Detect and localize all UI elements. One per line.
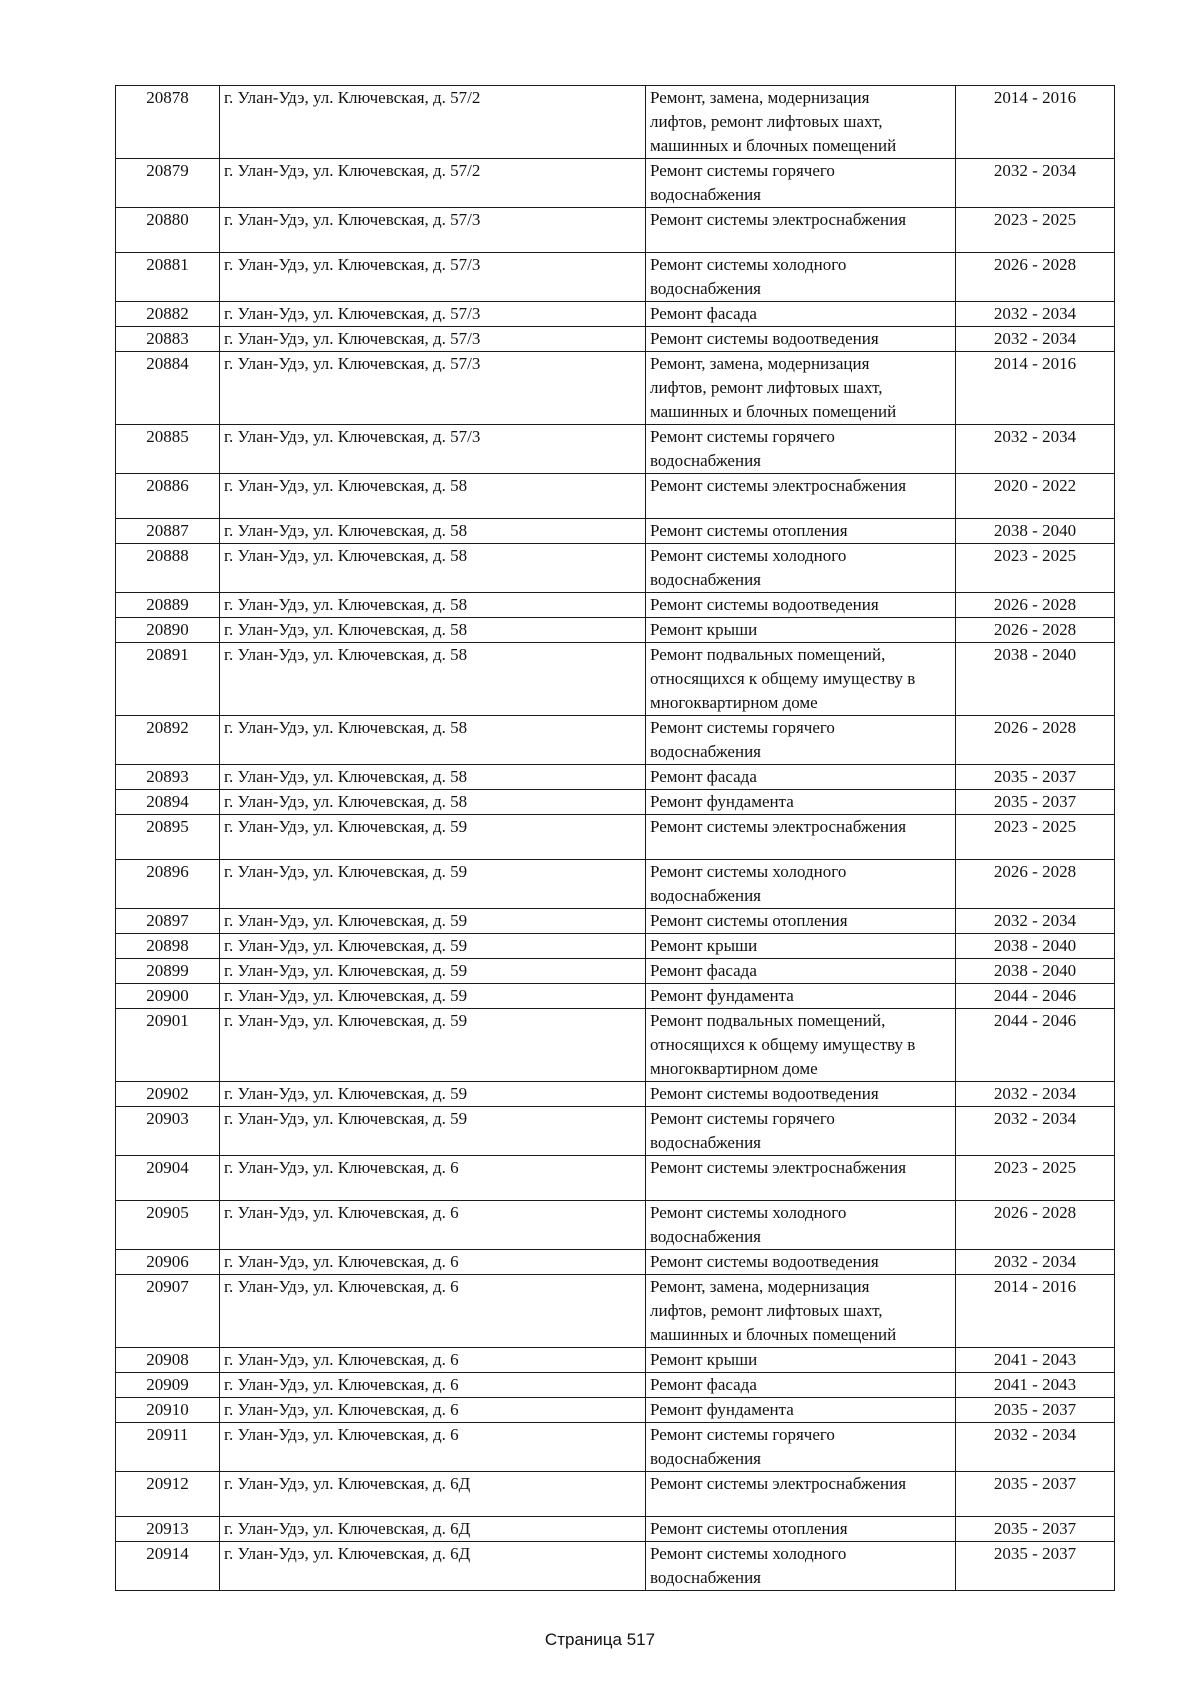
row-work-type: Ремонт системы горячего водоснабжения (646, 1423, 956, 1472)
table-row (116, 618, 1115, 643)
row-address: г. Улан-Удэ, ул. Ключевская, д. 59 (220, 860, 646, 909)
row-address: г. Улан-Удэ, ул. Ключевская, д. 58 (220, 593, 646, 618)
row-number: 20889 (116, 593, 220, 618)
row-work-type: Ремонт фасада (646, 302, 956, 327)
row-period: 2026 - 2028 (956, 618, 1115, 643)
row-number: 20892 (116, 716, 220, 765)
row-number: 20908 (116, 1348, 220, 1373)
row-work-type: Ремонт системы холодного водоснабжения (646, 253, 956, 302)
row-period: 2014 - 2016 (956, 86, 1115, 159)
table-row (116, 253, 1115, 302)
row-work-type: Ремонт системы водоотведения (646, 1082, 956, 1107)
row-address: г. Улан-Удэ, ул. Ключевская, д. 6Д (220, 1542, 646, 1591)
row-address: г. Улан-Удэ, ул. Ключевская, д. 57/3 (220, 352, 646, 425)
repair-schedule-table (115, 85, 1115, 1591)
row-address: г. Улан-Удэ, ул. Ключевская, д. 58 (220, 790, 646, 815)
row-address: г. Улан-Удэ, ул. Ключевская, д. 59 (220, 909, 646, 934)
row-period: 2038 - 2040 (956, 959, 1115, 984)
row-address: г. Улан-Удэ, ул. Ключевская, д. 6 (220, 1275, 646, 1348)
row-period: 2038 - 2040 (956, 643, 1115, 716)
row-address: г. Улан-Удэ, ул. Ключевская, д. 58 (220, 643, 646, 716)
row-work-type: Ремонт системы электроснабжения (646, 208, 956, 253)
row-period: 2026 - 2028 (956, 860, 1115, 909)
row-period: 2026 - 2028 (956, 1201, 1115, 1250)
row-work-type: Ремонт системы горячего водоснабжения (646, 716, 956, 765)
table-row (116, 593, 1115, 618)
row-period: 2026 - 2028 (956, 253, 1115, 302)
row-work-type: Ремонт фундамента (646, 1398, 956, 1423)
table-row (116, 1156, 1115, 1201)
table-row (116, 474, 1115, 519)
row-work-type: Ремонт крыши (646, 934, 956, 959)
row-address: г. Улан-Удэ, ул. Ключевская, д. 59 (220, 1082, 646, 1107)
row-work-type: Ремонт системы отопления (646, 519, 956, 544)
table-row (116, 86, 1115, 159)
row-period: 2014 - 2016 (956, 1275, 1115, 1348)
table-row (116, 984, 1115, 1009)
row-address: г. Улан-Удэ, ул. Ключевская, д. 57/3 (220, 208, 646, 253)
row-address: г. Улан-Удэ, ул. Ключевская, д. 57/2 (220, 159, 646, 208)
row-work-type: Ремонт фасада (646, 1373, 956, 1398)
table-row (116, 519, 1115, 544)
row-number: 20909 (116, 1373, 220, 1398)
row-period: 2044 - 2046 (956, 984, 1115, 1009)
table-row (116, 1517, 1115, 1542)
table-row (116, 327, 1115, 352)
row-work-type: Ремонт, замена, модернизация лифтов, ремонт лифтовых шахт, машинных и блочных помещений (646, 1275, 956, 1348)
row-work-type: Ремонт подвальных помещений, относящихся к общему имуществу в многоквартирном доме (646, 1009, 956, 1082)
row-work-type: Ремонт системы горячего водоснабжения (646, 425, 956, 474)
row-address: г. Улан-Удэ, ул. Ключевская, д. 6 (220, 1373, 646, 1398)
row-address: г. Улан-Удэ, ул. Ключевская, д. 57/3 (220, 327, 646, 352)
table-row (116, 1275, 1115, 1348)
table-row (116, 1542, 1115, 1591)
row-work-type: Ремонт крыши (646, 1348, 956, 1373)
row-number: 20901 (116, 1009, 220, 1082)
row-period: 2035 - 2037 (956, 790, 1115, 815)
row-number: 20883 (116, 327, 220, 352)
row-address: г. Улан-Удэ, ул. Ключевская, д. 58 (220, 765, 646, 790)
row-number: 20906 (116, 1250, 220, 1275)
row-address: г. Улан-Удэ, ул. Ключевская, д. 58 (220, 716, 646, 765)
row-period: 2035 - 2037 (956, 1472, 1115, 1517)
row-period: 2026 - 2028 (956, 716, 1115, 765)
row-period: 2032 - 2034 (956, 425, 1115, 474)
row-address: г. Улан-Удэ, ул. Ключевская, д. 59 (220, 1009, 646, 1082)
row-period: 2023 - 2025 (956, 208, 1115, 253)
row-work-type: Ремонт системы отопления (646, 909, 956, 934)
row-number: 20884 (116, 352, 220, 425)
row-period: 2035 - 2037 (956, 1517, 1115, 1542)
row-work-type: Ремонт подвальных помещений, относящихся к общему имуществу в многоквартирном доме (646, 643, 956, 716)
table-row (116, 302, 1115, 327)
row-period: 2020 - 2022 (956, 474, 1115, 519)
row-period: 2032 - 2034 (956, 1423, 1115, 1472)
row-number: 20905 (116, 1201, 220, 1250)
row-number: 20890 (116, 618, 220, 643)
table-row (116, 544, 1115, 593)
table-row (116, 765, 1115, 790)
row-work-type: Ремонт, замена, модернизация лифтов, ремонт лифтовых шахт, машинных и блочных помещений (646, 352, 956, 425)
row-number: 20910 (116, 1398, 220, 1423)
table-row (116, 425, 1115, 474)
row-number: 20902 (116, 1082, 220, 1107)
row-period: 2038 - 2040 (956, 519, 1115, 544)
row-number: 20880 (116, 208, 220, 253)
row-work-type: Ремонт системы холодного водоснабжения (646, 1201, 956, 1250)
row-period: 2038 - 2040 (956, 934, 1115, 959)
row-work-type: Ремонт системы водоотведения (646, 593, 956, 618)
row-work-type: Ремонт фундамента (646, 790, 956, 815)
row-address: г. Улан-Удэ, ул. Ключевская, д. 6 (220, 1250, 646, 1275)
row-number: 20913 (116, 1517, 220, 1542)
row-number: 20888 (116, 544, 220, 593)
row-number: 20894 (116, 790, 220, 815)
row-period: 2023 - 2025 (956, 544, 1115, 593)
row-period: 2035 - 2037 (956, 765, 1115, 790)
row-address: г. Улан-Удэ, ул. Ключевская, д. 6 (220, 1201, 646, 1250)
table-row (116, 352, 1115, 425)
table-row (116, 208, 1115, 253)
row-period: 2032 - 2034 (956, 327, 1115, 352)
row-work-type: Ремонт системы электроснабжения (646, 474, 956, 519)
row-number: 20886 (116, 474, 220, 519)
row-period: 2041 - 2043 (956, 1348, 1115, 1373)
row-work-type: Ремонт системы электроснабжения (646, 815, 956, 860)
row-period: 2026 - 2028 (956, 593, 1115, 618)
table-row (116, 934, 1115, 959)
row-work-type: Ремонт фундамента (646, 984, 956, 1009)
row-number: 20899 (116, 959, 220, 984)
row-number: 20914 (116, 1542, 220, 1591)
row-work-type: Ремонт системы электроснабжения (646, 1156, 956, 1201)
row-number: 20898 (116, 934, 220, 959)
table-row (116, 643, 1115, 716)
row-number: 20878 (116, 86, 220, 159)
row-period: 2014 - 2016 (956, 352, 1115, 425)
row-number: 20882 (116, 302, 220, 327)
row-work-type: Ремонт системы холодного водоснабжения (646, 860, 956, 909)
table-row (116, 1082, 1115, 1107)
row-work-type: Ремонт системы холодного водоснабжения (646, 1542, 956, 1591)
row-period: 2032 - 2034 (956, 159, 1115, 208)
row-address: г. Улан-Удэ, ул. Ключевская, д. 58 (220, 519, 646, 544)
table-row (116, 1107, 1115, 1156)
row-work-type: Ремонт системы горячего водоснабжения (646, 1107, 956, 1156)
table-row (116, 1009, 1115, 1082)
row-number: 20891 (116, 643, 220, 716)
table-row (116, 790, 1115, 815)
row-period: 2035 - 2037 (956, 1398, 1115, 1423)
row-number: 20881 (116, 253, 220, 302)
row-period: 2023 - 2025 (956, 815, 1115, 860)
table-row (116, 1348, 1115, 1373)
table-row (116, 716, 1115, 765)
table-row (116, 1201, 1115, 1250)
row-address: г. Улан-Удэ, ул. Ключевская, д. 6 (220, 1398, 646, 1423)
row-address: г. Улан-Удэ, ул. Ключевская, д. 59 (220, 959, 646, 984)
row-address: г. Улан-Удэ, ул. Ключевская, д. 6Д (220, 1517, 646, 1542)
row-address: г. Улан-Удэ, ул. Ключевская, д. 6 (220, 1348, 646, 1373)
row-address: г. Улан-Удэ, ул. Ключевская, д. 57/3 (220, 302, 646, 327)
table-row (116, 959, 1115, 984)
row-address: г. Улан-Удэ, ул. Ключевская, д. 57/3 (220, 425, 646, 474)
row-period: 2032 - 2034 (956, 1107, 1115, 1156)
table-body (116, 86, 1115, 1591)
row-period: 2023 - 2025 (956, 1156, 1115, 1201)
row-address: г. Улан-Удэ, ул. Ключевская, д. 6Д (220, 1472, 646, 1517)
table-row (116, 815, 1115, 860)
row-number: 20887 (116, 519, 220, 544)
table-row (116, 860, 1115, 909)
row-address: г. Улан-Удэ, ул. Ключевская, д. 57/2 (220, 86, 646, 159)
row-work-type: Ремонт системы горячего водоснабжения (646, 159, 956, 208)
row-number: 20900 (116, 984, 220, 1009)
row-work-type: Ремонт фасада (646, 765, 956, 790)
row-work-type: Ремонт системы электроснабжения (646, 1472, 956, 1517)
row-number: 20896 (116, 860, 220, 909)
row-address: г. Улан-Удэ, ул. Ключевская, д. 59 (220, 934, 646, 959)
row-number: 20903 (116, 1107, 220, 1156)
row-address: г. Улан-Удэ, ул. Ключевская, д. 58 (220, 474, 646, 519)
row-period: 2032 - 2034 (956, 1082, 1115, 1107)
row-period: 2041 - 2043 (956, 1373, 1115, 1398)
row-address: г. Улан-Удэ, ул. Ключевская, д. 59 (220, 984, 646, 1009)
row-address: г. Улан-Удэ, ул. Ключевская, д. 57/3 (220, 253, 646, 302)
table-row (116, 159, 1115, 208)
row-work-type: Ремонт крыши (646, 618, 956, 643)
row-period: 2044 - 2046 (956, 1009, 1115, 1082)
row-number: 20893 (116, 765, 220, 790)
table-row (116, 1373, 1115, 1398)
row-period: 2032 - 2034 (956, 302, 1115, 327)
row-number: 20879 (116, 159, 220, 208)
table-row (116, 1398, 1115, 1423)
page-number: Страница 517 (544, 1630, 656, 1649)
row-address: г. Улан-Удэ, ул. Ключевская, д. 59 (220, 1107, 646, 1156)
row-address: г. Улан-Удэ, ул. Ключевская, д. 58 (220, 544, 646, 593)
row-number: 20911 (116, 1423, 220, 1472)
row-number: 20907 (116, 1275, 220, 1348)
row-number: 20885 (116, 425, 220, 474)
row-period: 2032 - 2034 (956, 909, 1115, 934)
row-work-type: Ремонт системы водоотведения (646, 327, 956, 352)
row-work-type: Ремонт системы холодного водоснабжения (646, 544, 956, 593)
table-row (116, 1472, 1115, 1517)
row-number: 20895 (116, 815, 220, 860)
row-work-type: Ремонт фасада (646, 959, 956, 984)
row-work-type: Ремонт системы водоотведения (646, 1250, 956, 1275)
row-period: 2032 - 2034 (956, 1250, 1115, 1275)
table-row (116, 909, 1115, 934)
table-row (116, 1423, 1115, 1472)
row-number: 20904 (116, 1156, 220, 1201)
row-address: г. Улан-Удэ, ул. Ключевская, д. 58 (220, 618, 646, 643)
row-number: 20912 (116, 1472, 220, 1517)
row-work-type: Ремонт, замена, модернизация лифтов, ремонт лифтовых шахт, машинных и блочных помещений (646, 86, 956, 159)
row-number: 20897 (116, 909, 220, 934)
row-address: г. Улан-Удэ, ул. Ключевская, д. 6 (220, 1156, 646, 1201)
row-address: г. Улан-Удэ, ул. Ключевская, д. 6 (220, 1423, 646, 1472)
row-period: 2035 - 2037 (956, 1542, 1115, 1591)
row-address: г. Улан-Удэ, ул. Ключевская, д. 59 (220, 815, 646, 860)
row-work-type: Ремонт системы отопления (646, 1517, 956, 1542)
table-row (116, 1250, 1115, 1275)
